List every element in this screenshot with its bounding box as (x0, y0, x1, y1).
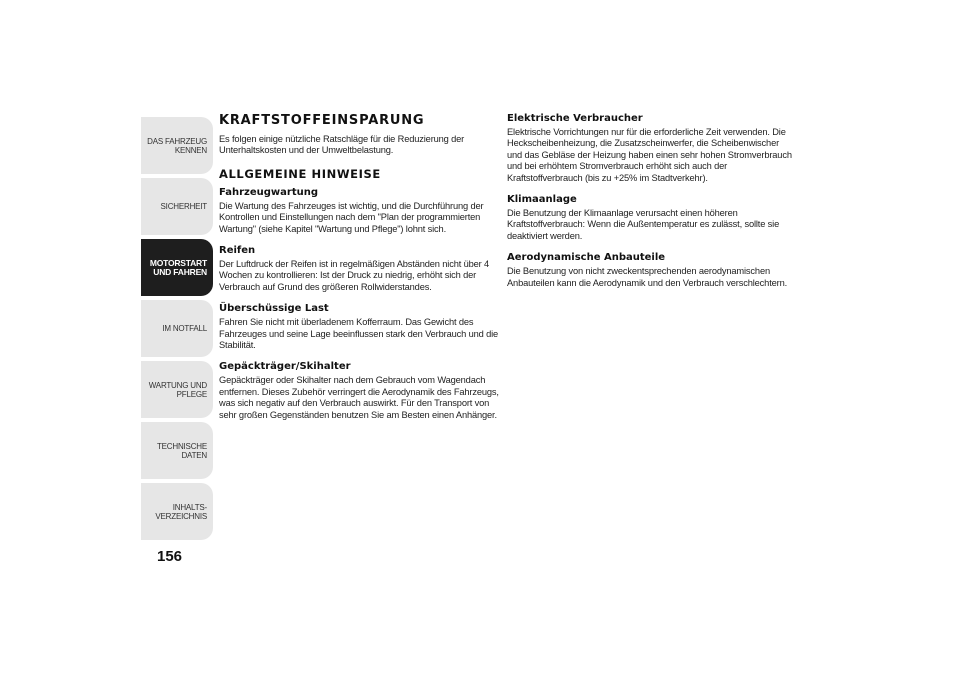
tab-technische-daten[interactable] (141, 422, 213, 479)
tab-label: SICHERHEIT (160, 202, 207, 211)
tab-inhaltsverzeichnis[interactable] (141, 483, 213, 540)
tab-label: INHALTS- VERZEICHNIS (155, 502, 207, 521)
text-elektrische-verbraucher: Elektrische Vorrichtungen nur für die erforderliche Zeit verwenden. Die Heckscheibenheizung, die Zusatzscheinwerfer, die Scheibenwischer und das Gebläse der Heizung haben einen sehr hohen Stromverbrauch und bei erhöhtem Stromverbrauch erhöht sich auch der Kraftstoffverbrauch (bis zu +25% im Stadtverkehr). (507, 127, 792, 183)
heading-gepaecktraeger: Gepäckträger/Skihalter (219, 361, 351, 373)
text-aerodynamische-anbauteile: Die Benutzung von nicht zweckentsprechenden aerodynamischen Anbauteilen kann die Aerodynamik und den Verbrauch verschlechtern. (507, 266, 788, 288)
tab-label: MOTORSTART UND FAHREN (149, 257, 207, 277)
page-number: 156 (157, 548, 183, 565)
heading-elektrische-verbraucher: Elektrische Verbraucher (507, 113, 643, 124)
page-title: KRAFTSTOFFEINSPARUNG (219, 113, 425, 128)
tab-label: IM NOTFALL (162, 324, 207, 333)
left-column (219, 113, 504, 421)
heading-klimaanlage: Klimaanlage (507, 194, 577, 206)
heading-fahrzeugwartung: Fahrzeugwartung (219, 186, 319, 198)
tab-im-notfall[interactable] (141, 300, 213, 357)
text-klimaanlage: Die Benutzung der Klimaanlage verursacht einen höheren Kraftstoffverbrauch: Wenn die Außentemperatur es zulässt, sollte sie deaktiviert werden. (507, 208, 780, 241)
tab-das-fahrzeug-kennen[interactable] (141, 117, 213, 174)
tab-wartung-und-pflege[interactable] (141, 361, 213, 418)
text-gepaecktraeger: Gepäckträger oder Skihalter nach dem Gebrauch vom Wagendach entfernen. Dieses Zubehör verringert die Aerodynamik des Fahrzeugs, was sich negativ auf den Verbrauch auswirkt. Für den Transport von sehr großen Gegenständen benutzen Sie am Besten einen Anhänger. (219, 375, 499, 420)
heading-ueberschuessige-last: Überschüssige Last (219, 303, 329, 315)
heading-reifen: Reifen (219, 245, 256, 257)
tab-label: TECHNISCHE DATEN (156, 441, 207, 460)
right-column (507, 113, 792, 289)
intro-text: Es folgen einige nützliche Ratschläge für die Reduzierung der Unterhaltskosten und der Umweltbelastung. (219, 134, 465, 156)
text-reifen: Der Luftdruck der Reifen ist in regelmäßigen Abständen nicht über 4 Wochen zu kontrollieren: Ist der Druck zu niedrig, erhöht sich der Verbrauch auf Grund des größeren Rollwiderstandes. (219, 259, 490, 292)
chapter-tabs (141, 117, 213, 542)
tab-sicherheit[interactable] (141, 178, 213, 235)
text-ueberschuessige-last: Fahren Sie nicht mit überladenem Kofferraum. Das Gewicht des Fahrzeuges und seine Lage beeinflussen stark den Verbrauch und die Stabilität. (219, 317, 499, 351)
tab-label: DAS FAHRZEUG KENNEN (147, 136, 207, 155)
heading-aerodynamische-anbauteile: Aerodynamische Anbauteile (507, 252, 666, 264)
text-fahrzeugwartung: Die Wartung des Fahrzeuges ist wichtig, und die Durchführung der Kontrollen und Einstellungen nach dem "Plan der programmierten Wartung" (siehe Kapitel "Wartung und Pflege") lohnt sich. (219, 200, 484, 234)
tab-label: WARTUNG UND PFLEGE (148, 380, 207, 399)
section-title: ALLGEMEINE HINWEISE (219, 166, 381, 181)
tab-motorstart-und-fahren[interactable] (141, 239, 213, 296)
